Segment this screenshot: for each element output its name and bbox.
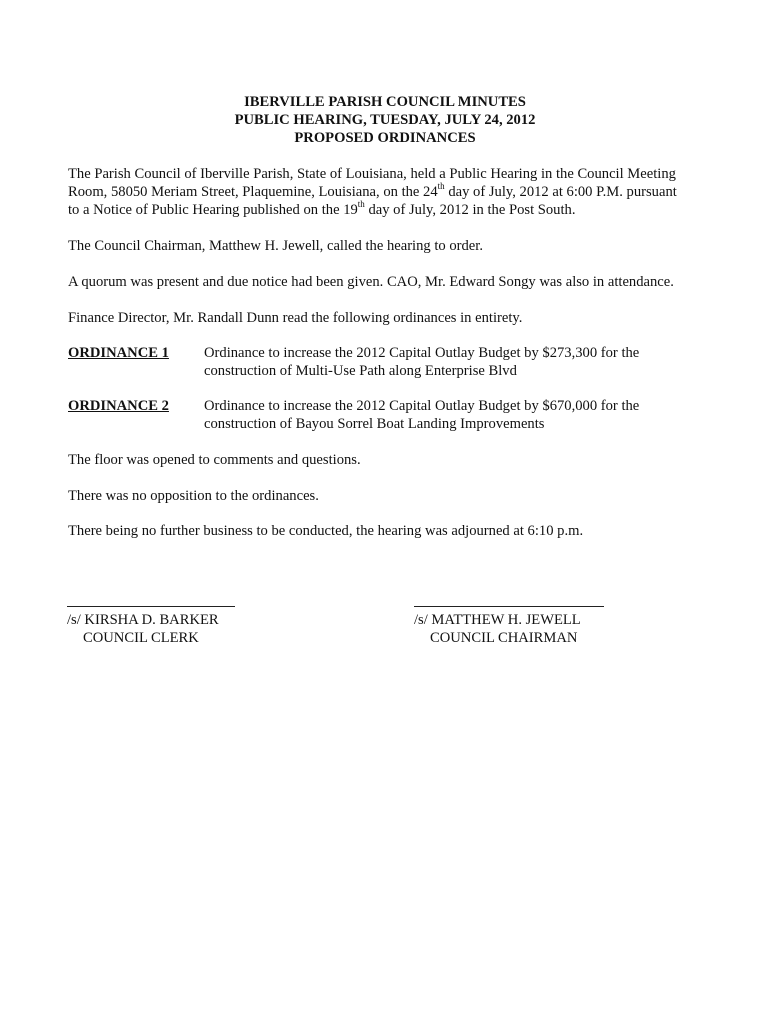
intro-line-1: The Parish Council of Iberville Parish, State of Louisiana, held a Public Hearing in the Council Meeting: [68, 166, 676, 182]
clerk-signature-line: [67, 606, 235, 607]
intro-line-2-a: Room, 58050 Meriam Street, Plaquemine, Louisiana, on the 24: [68, 184, 438, 200]
ordinance-2-line-1: Ordinance to increase the 2012 Capital Outlay Budget by $670,000 for the: [204, 398, 640, 414]
heading-line-2: PUBLIC HEARING, TUESDAY, JULY 24, 2012: [234, 112, 536, 128]
intro-line-3-b: day of July, 2012 in the Post South.: [364, 202, 576, 218]
intro-line-3-a: to a Notice of Public Hearing published on the 19: [68, 202, 358, 218]
intro-line-2: [68, 183, 718, 201]
finance-paragraph: Finance Director, Mr. Randall Dunn read the following ordinances in entirety.: [68, 310, 523, 326]
intro-line-2-b: day of July, 2012 at 6:00 P.M. pursuant: [444, 184, 677, 200]
opposition-paragraph: There was no opposition to the ordinances.: [68, 488, 319, 504]
clerk-signature-name: /s/ KIRSHA D. BARKER: [67, 612, 219, 628]
chairman-signature-name: /s/ MATTHEW H. JEWELL: [414, 612, 581, 628]
heading-line-3: PROPOSED ORDINANCES: [294, 130, 476, 146]
ordinance-1-line-2: construction of Multi-Use Path along Enterprise Blvd: [204, 363, 517, 379]
floor-paragraph: The floor was opened to comments and questions.: [68, 452, 361, 468]
clerk-signature-title: COUNCIL CLERK: [83, 630, 199, 646]
adjourn-paragraph: There being no further business to be conducted, the hearing was adjourned at 6:10 p.m.: [68, 523, 584, 539]
ordinance-2-line-2: construction of Bayou Sorrel Boat Landing Improvements: [204, 416, 545, 432]
ordinance-2-label: ORDINANCE 2: [68, 398, 169, 414]
ordinance-2-text: [204, 397, 684, 433]
document-heading: [0, 93, 770, 147]
heading-line-1: IBERVILLE PARISH COUNCIL MINUTES: [244, 94, 526, 110]
ordinance-1-text: [204, 344, 684, 380]
intro-line-3-sup: th: [357, 199, 365, 210]
call-to-order-paragraph: The Council Chairman, Matthew H. Jewell, called the hearing to order.: [68, 238, 483, 254]
intro-line-2-sup: th: [437, 181, 445, 192]
intro-paragraph: [68, 165, 718, 219]
ordinance-1-line-1: Ordinance to increase the 2012 Capital Outlay Budget by $273,300 for the: [204, 345, 640, 361]
ordinance-1-label: ORDINANCE 1: [68, 345, 169, 361]
chairman-signature-line: [414, 606, 604, 607]
intro-line-3: [68, 201, 718, 219]
quorum-paragraph: A quorum was present and due notice had been given. CAO, Mr. Edward Songy was also in attendance.: [68, 274, 674, 290]
chairman-signature-title: COUNCIL CHAIRMAN: [430, 630, 578, 646]
